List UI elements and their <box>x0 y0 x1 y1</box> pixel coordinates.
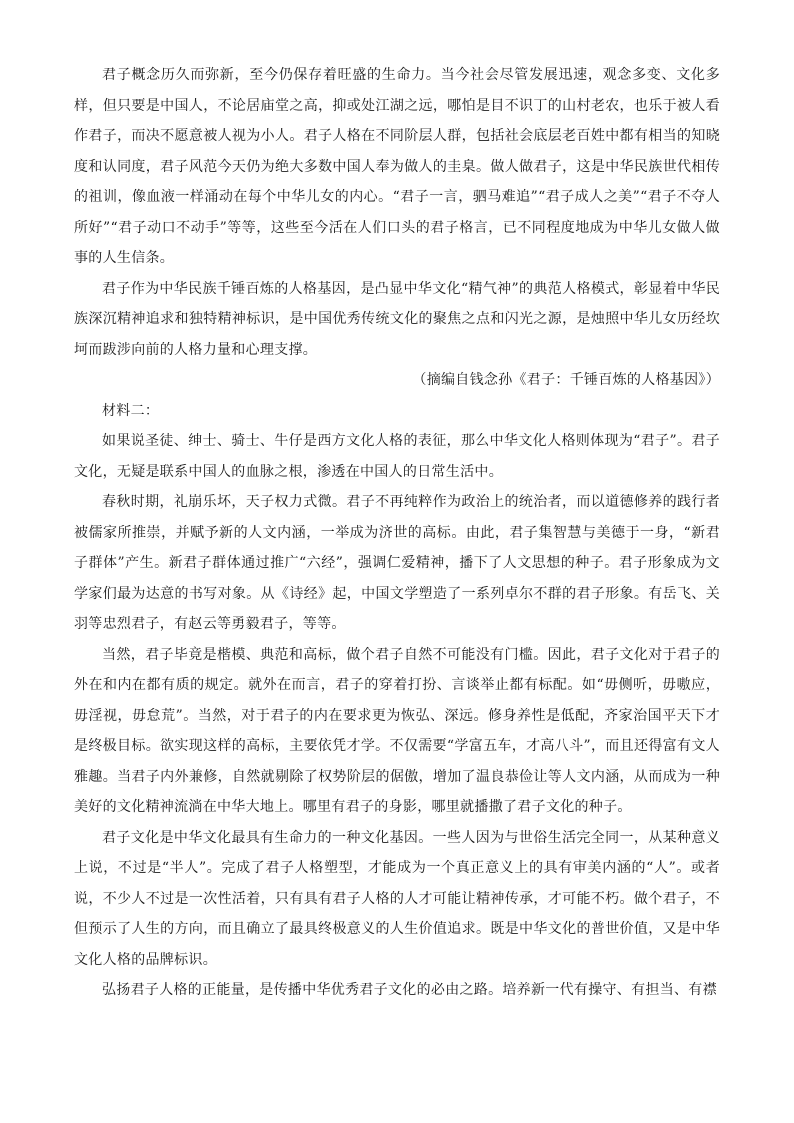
paragraph-1: 君子概念历久而弥新，至今仍保存着旺盛的生命力。当今社会尽管发展迅速，观念多变、文化多样，但只要是中国人，不论居庙堂之高，抑或处江湖之远，哪怕是目不识丁的山村老农，也乐于被人看作君子，而决不愿意被人视为小人。君子人格在不同阶层人群，包括社会底层老百姓中都有相当的知晓度和认同度，君子风范今天仍为绝大多数中国人奉为做人的圭臬。做人做君子，这是中华民族世代相传的祖训，像血液一样涌动在每个中华儿女的内心。“君子一言，驷马难追”“君子成人之美”“君子不夺人所好”“君子动口不动手”等等，这些至今活在人们口头的君子格言，已不同程度地成为中华儿女做人做事的人生信条。 <box>74 67 720 266</box>
paragraph-7: 弘扬君子人格的正能量，是传播中华优秀君子文化的必由之路。培养新一代有操守、有担当、有襟 <box>102 982 717 998</box>
source-citation: （摘编自钱念孙《君子：千锤百炼的人格基因》） <box>412 372 720 388</box>
paragraph-6: 君子文化是中华文化最具有生命力的一种文化基因。一些人因为与世俗生活完全同一，从某种意义上说，不过是“半人”。完成了君子人格塑型，才能成为一个真正意义上的具有审美内涵的“人”。或者说，不少人不过是一次性活着，只有具有君子人格的人才可能让精神传承，才可能不朽。做个君子，不但预示了人生的方向，而且确立了最具终极意义的人生价值追求。既是中华文化的普世价值，又是中华文化人格的品牌标识。 <box>74 829 720 968</box>
paragraph-4: 春秋时期，礼崩乐坏，天子权力式微。君子不再纯粹作为政治上的统治者，而以道德修养的践行者被儒家所推崇，并赋予新的人文内涵，一举成为济世的高标。由此，君子集智慧与美德于一身，“新君子群体”产生。新君子群体通过推广“六经”，强调仁爱精神，播下了人文思想的种子。君子形象成为文学家们最为达意的书写对象。从《诗经》起，中国文学塑造了一系列卓尔不群的君子形象。有岳飞、关羽等忠烈君子，有赵云等勇毅君子，等等。 <box>74 494 720 632</box>
paragraph-5: 当然，君子毕竟是楷模、典范和高标，做个君子自然不可能没有门槛。因此，君子文化对于君子的外在和内在都有质的规定。就外在而言，君子的穿着打扮、言谈举止都有标配。如“毋侧听，毋嗷应，毋淫视，毋怠荒”。当然，对于君子的内在要求更为恢弘、深远。修身养性是低配，齐家治国平天下才是终极目标。欲实现这样的高标，主要依凭才学。不仅需要“学富五车，才高八斗”，而且还得富有文人雅趣。当君子内外兼修，自然就剔除了权势阶层的倨傲，增加了温良恭俭让等人文内涵，从而成为一种美好的文化精神流淌在中华大地上。哪里有君子的身影，哪里就播撒了君子文化的种子。 <box>74 646 720 815</box>
paragraph-2: 君子作为中华民族千锤百炼的人格基因，是凸显中华文化“精气神”的典范人格模式，彰显着中华民族深沉精神追求和独特精神标识，是中国优秀传统文化的聚焦之点和闪光之源，是烛照中华儿女历经坎坷而跋涉向前的人格力量和心理支撑。 <box>74 280 720 358</box>
paragraph-3: 如果说圣徒、绅士、骑士、牛仔是西方文化人格的表征，那么中华文化人格则体现为“君子”。君子文化，无疑是联系中国人的血脉之根，渗透在中国人的日常生活中。 <box>74 433 720 480</box>
document-page <box>74 60 720 1006</box>
material-heading: 材料二： <box>102 402 160 419</box>
